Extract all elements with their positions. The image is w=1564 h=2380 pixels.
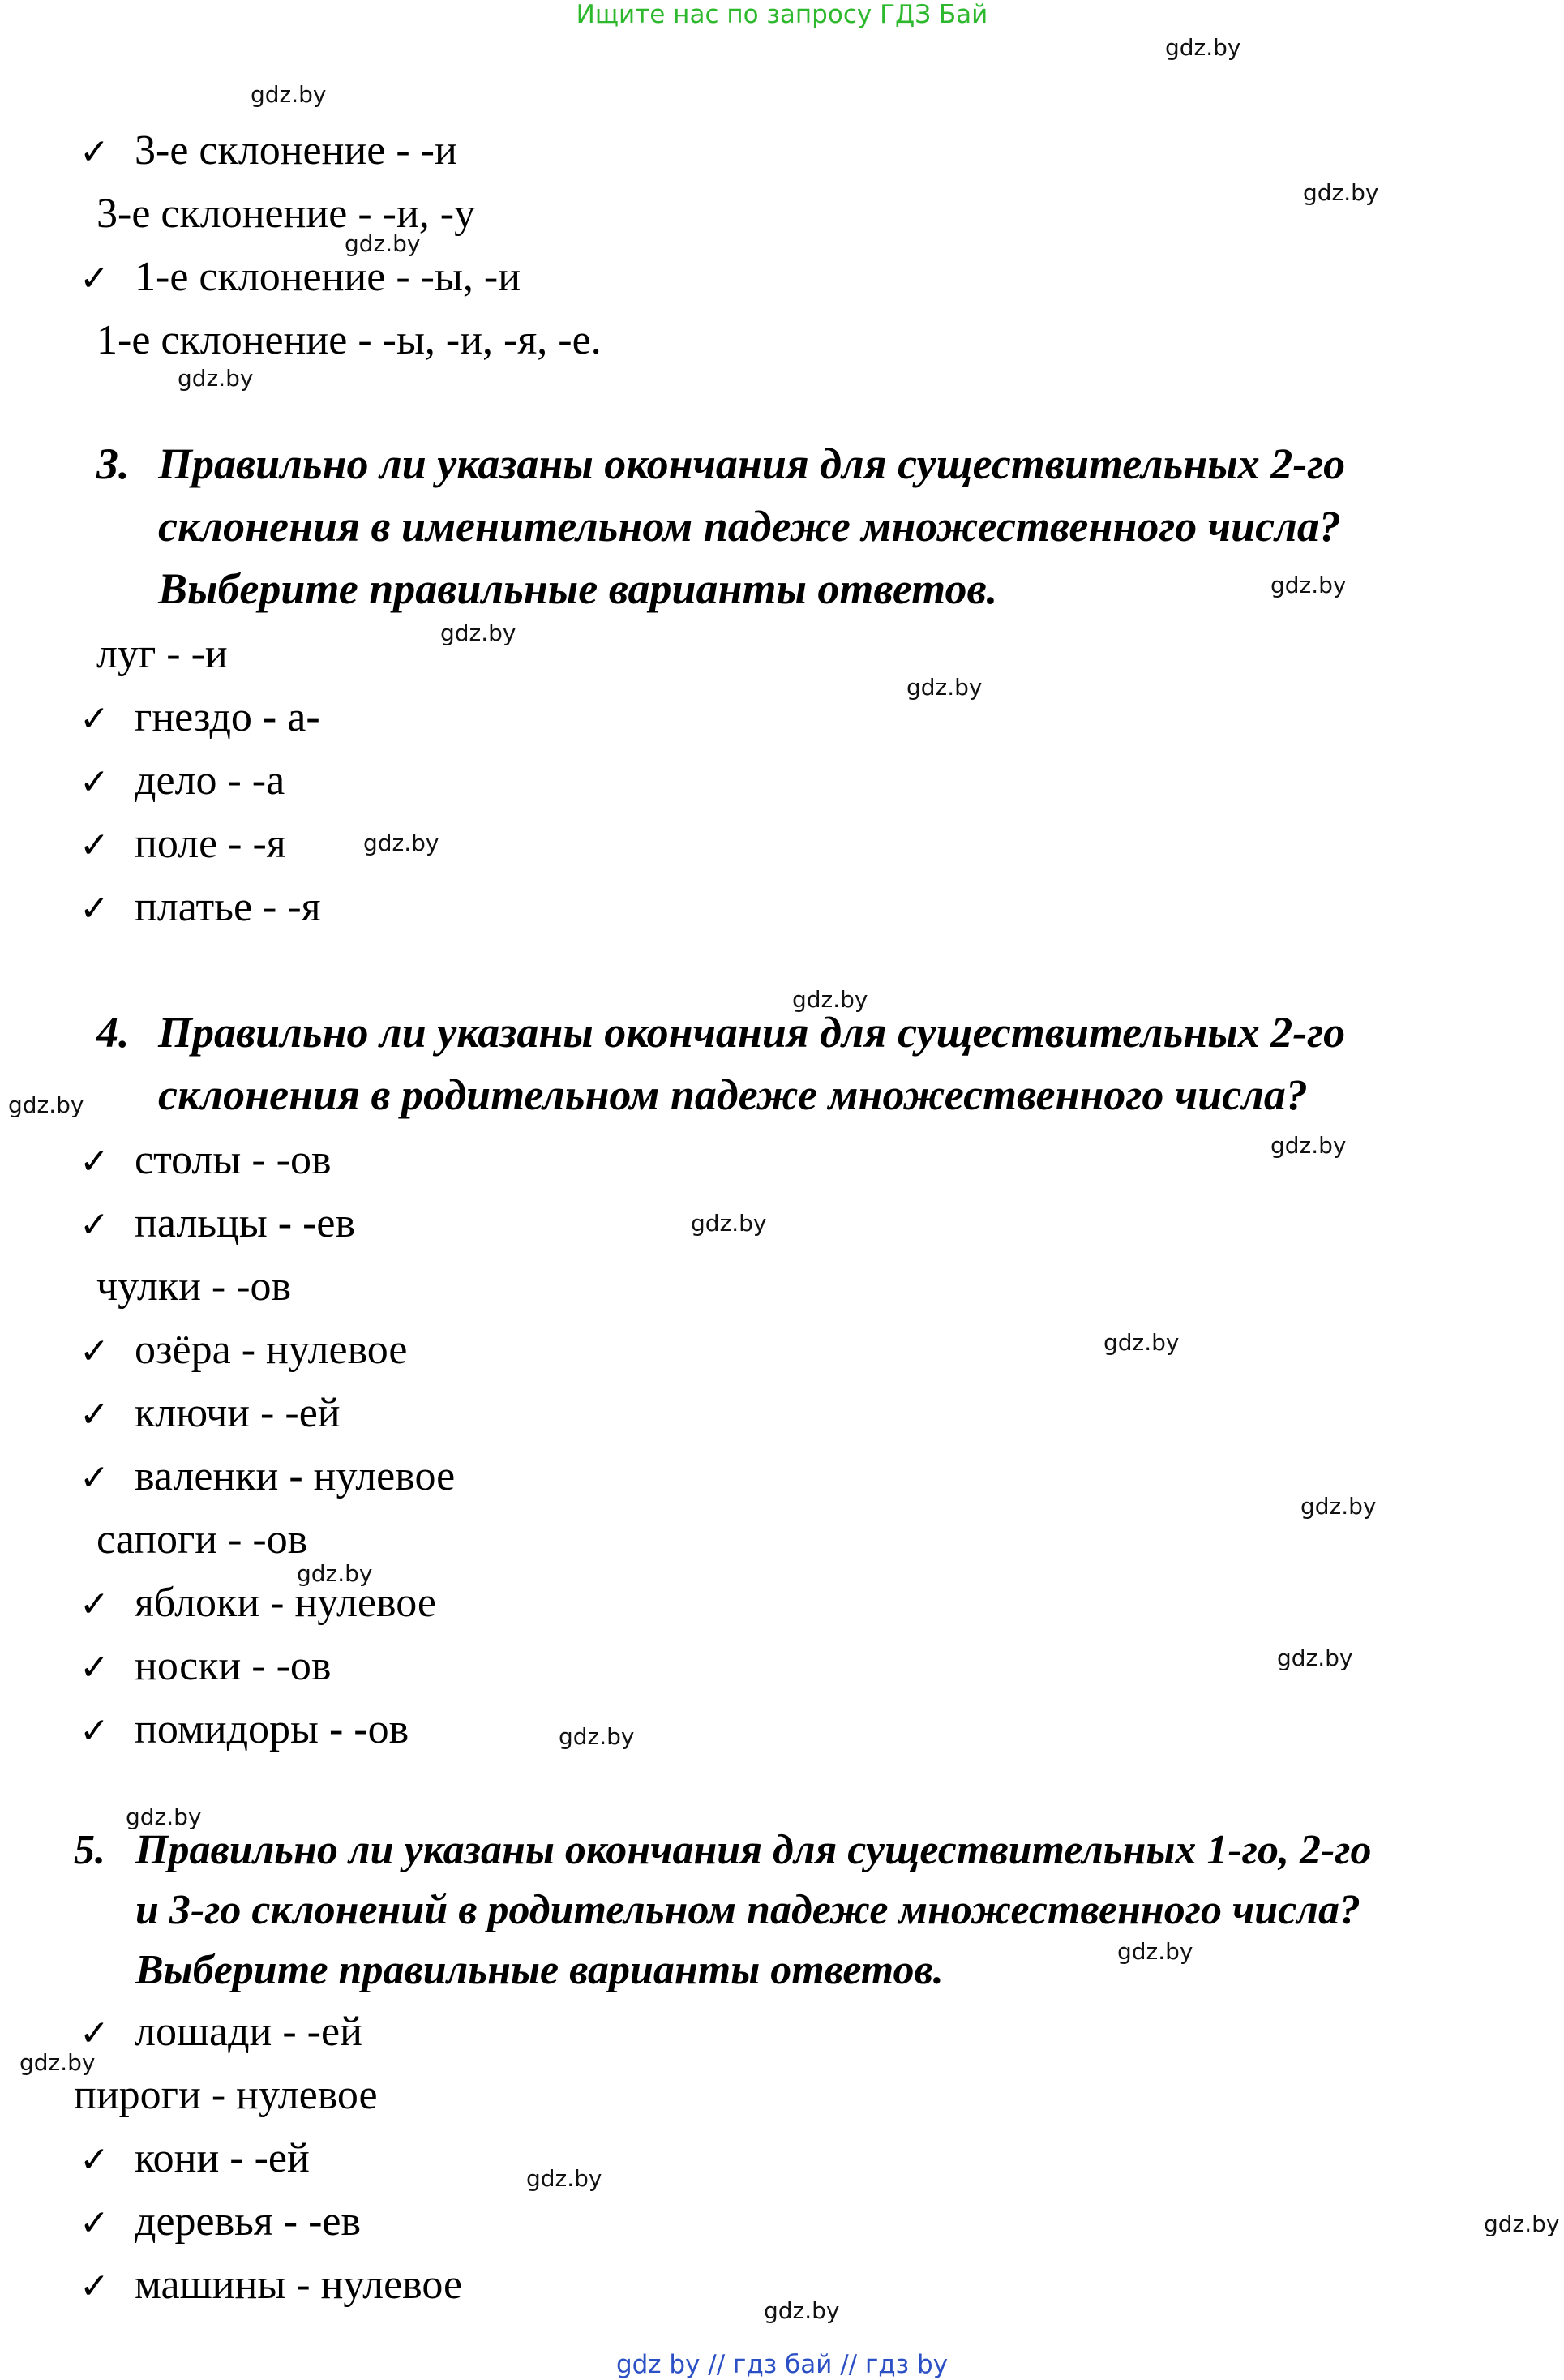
answer-item: 1-е склонение - -ы, -и, -я, -е. bbox=[96, 317, 602, 363]
check-icon: ✓ bbox=[79, 825, 109, 866]
question-line: склонения в именительном падеже множественного числа? bbox=[158, 502, 1341, 551]
answer-item: ✓ столы - -ов bbox=[79, 1135, 332, 1187]
question-number: 3. bbox=[96, 440, 130, 488]
answer-item: ✓ поле - -я bbox=[79, 819, 286, 871]
watermark: gdz.by bbox=[251, 81, 327, 108]
watermark: gdz.by bbox=[1277, 1645, 1353, 1671]
answer-item: ✓ 1-е склонение - -ы, -и bbox=[79, 252, 521, 304]
answer-item: ✓ носки - -ов bbox=[79, 1641, 331, 1693]
check-icon: ✓ bbox=[79, 1394, 109, 1435]
answer-item: ✓ валенки - нулевое bbox=[79, 1452, 455, 1503]
watermark: gdz.by bbox=[363, 830, 439, 856]
watermark: gdz.by bbox=[1270, 572, 1347, 598]
question-number: 5. bbox=[74, 1827, 105, 1873]
watermark: gdz.by bbox=[19, 2049, 96, 2076]
check-icon: ✓ bbox=[79, 2266, 109, 2307]
check-icon: ✓ bbox=[79, 1647, 109, 1688]
watermark: gdz.by bbox=[440, 620, 516, 646]
answer-item: ✓ дело - -а bbox=[79, 756, 285, 808]
watermark: gdz.by bbox=[559, 1723, 635, 1750]
answer-item: чулки - -ов bbox=[96, 1263, 292, 1310]
answer-item: ✓ деревья - -ев bbox=[79, 2197, 361, 2249]
watermark: gdz.by bbox=[764, 2297, 840, 2324]
top-banner: Ищите нас по запросу ГДЗ Бай bbox=[576, 0, 988, 29]
question-5 bbox=[74, 1820, 1533, 2000]
answer-item: ✓ машины - нулевое bbox=[79, 2260, 462, 2312]
question-number: 4. bbox=[96, 1008, 130, 1057]
check-icon: ✓ bbox=[79, 698, 109, 740]
answer-item: ✓ яблоки - нулевое bbox=[79, 1578, 436, 1630]
check-icon: ✓ bbox=[79, 1141, 109, 1182]
check-icon: ✓ bbox=[79, 131, 109, 173]
answer-item: пироги - нулевое bbox=[74, 2072, 378, 2118]
question-line: Правильно ли указаны окончания для существительных 1-го, 2-го bbox=[135, 1827, 1372, 1873]
answer-item: ✓ лошади - -ей bbox=[79, 2007, 362, 2059]
watermark: gdz.by bbox=[297, 1560, 373, 1587]
watermark: gdz.by bbox=[691, 1210, 767, 1237]
question-line: Правильно ли указаны окончания для существительных 2-го bbox=[158, 440, 1346, 488]
question-line: и 3-го склонений в родительном падеже множественного числа? bbox=[135, 1887, 1360, 1933]
answer-item: 3-е склонение - -и, -у bbox=[96, 191, 476, 237]
answer-item: ✓ 3-е склонение - -и bbox=[79, 126, 457, 178]
question-line: Выберите правильные варианты ответов. bbox=[135, 1947, 944, 1993]
check-icon: ✓ bbox=[79, 888, 109, 929]
answer-item: сапоги - -ов bbox=[96, 1516, 308, 1563]
answer-item: ✓ озёра - нулевое bbox=[79, 1325, 408, 1377]
watermark: gdz.by bbox=[1165, 34, 1241, 61]
watermark: gdz.by bbox=[1303, 179, 1379, 206]
check-icon: ✓ bbox=[79, 1457, 109, 1499]
answer-item: ✓ пальцы - -ев bbox=[79, 1199, 355, 1250]
answer-item: ✓ гнездо - а- bbox=[79, 693, 320, 744]
watermark: gdz.by bbox=[126, 1803, 202, 1830]
watermark: gdz.by bbox=[906, 674, 983, 701]
answer-item: ✓ помидоры - -ов bbox=[79, 1705, 409, 1756]
watermark: gdz.by bbox=[792, 986, 868, 1013]
question-line: склонения в родительном падеже множественного числа? bbox=[158, 1070, 1308, 1119]
answer-item: луг - -и bbox=[96, 631, 228, 677]
check-icon: ✓ bbox=[79, 1710, 109, 1752]
watermark: gdz.by bbox=[178, 365, 254, 392]
question-4 bbox=[96, 1001, 1491, 1126]
check-icon: ✓ bbox=[79, 1331, 109, 1372]
check-icon: ✓ bbox=[79, 761, 109, 803]
question-line: Правильно ли указаны окончания для существительных 2-го bbox=[158, 1008, 1346, 1057]
answer-item: ✓ ключи - -ей bbox=[79, 1388, 341, 1440]
watermark: gdz.by bbox=[8, 1091, 84, 1118]
watermark: gdz.by bbox=[345, 230, 421, 257]
answer-item: ✓ кони - -ей bbox=[79, 2133, 310, 2185]
watermark: gdz.by bbox=[1103, 1329, 1180, 1356]
watermark: gdz.by bbox=[1270, 1132, 1347, 1159]
watermark: gdz.by bbox=[1300, 1493, 1377, 1520]
watermark: gdz.by bbox=[1484, 2211, 1560, 2237]
check-icon: ✓ bbox=[79, 2202, 109, 2244]
check-icon: ✓ bbox=[79, 1584, 109, 1625]
watermark: gdz.by bbox=[526, 2165, 602, 2192]
check-icon: ✓ bbox=[79, 2139, 109, 2181]
footer-links: gdz by // гдз бай // гдз by bbox=[615, 2350, 949, 2379]
watermark: gdz.by bbox=[1117, 1938, 1193, 1965]
answer-item: ✓ платье - -я bbox=[79, 882, 321, 934]
question-line: Выберите правильные варианты ответов. bbox=[158, 564, 998, 613]
check-icon: ✓ bbox=[79, 2013, 109, 2054]
check-icon: ✓ bbox=[79, 1204, 109, 1246]
check-icon: ✓ bbox=[79, 258, 109, 299]
